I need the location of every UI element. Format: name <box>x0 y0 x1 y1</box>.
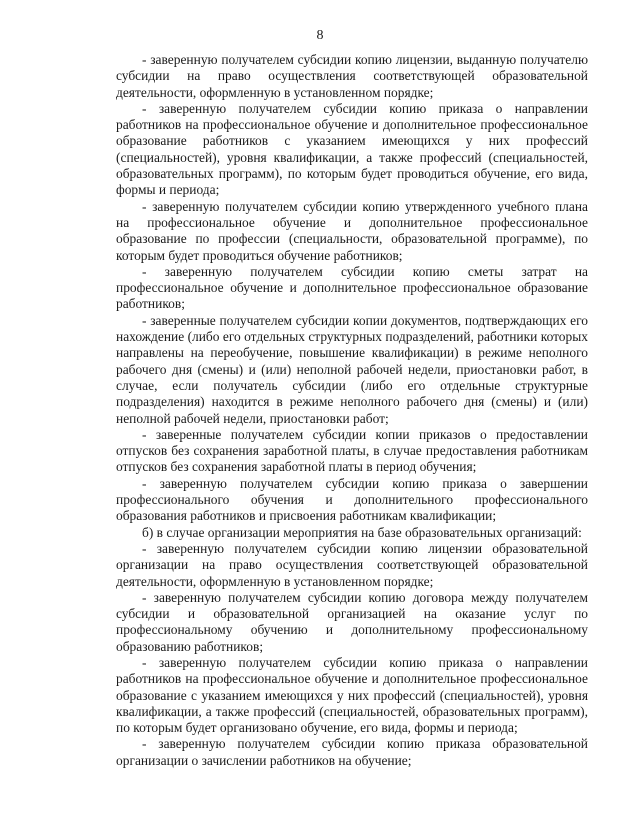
paragraph-license-copy: - заверенную получателем субсидии копию лицензии, выданную получателю субсидии на право осуществления соответствующей образовательной деятельности, оформленную в установленном порядке; <box>116 52 588 100</box>
paragraph-enrollment-order: - заверенную получателем субсидии копию приказа образовательной организации о зачислении работников на обучение; <box>116 736 588 768</box>
paragraph-cost-estimate: - заверенную получателем субсидии копию сметы затрат на профессиональное обучение и дополнительное профессиональное образование работников; <box>116 263 588 312</box>
paragraph-order-referral: - заверенную получателем субсидии копию приказа о направлении работников на профессиональное обучение и дополнительное профессиональное образование работников с указанием имеющихся у них профессий (специальностей), уровня квалификации, а также профессий (специальностей, образовательных программ), по которым будет проводиться обучение, его вида, формы и периода; <box>116 100 588 198</box>
paragraph-completion-order: - заверенную получателем субсидии копию приказа о завершении профессионального обучения и дополнительного профессионального образования работников и присвоения работникам квалификации; <box>116 475 588 524</box>
paragraph-section-b: б) в случае организации мероприятия на базе образовательных организаций: <box>142 524 582 540</box>
paragraph-org-license-copy: - заверенную получателем субсидии копию лицензии образовательной организации на право осуществления соответствующей образовательной деятельности, оформленную в установленном порядке; <box>116 540 588 589</box>
paragraph-order-referral-org: - заверенную получателем субсидии копию приказа о направлении работников на профессиональное обучение и дополнительное профессиональное образование с указанием имеющихся у них профессий (специальностей), уровня квалификации, а также профессий (специальностей, образовательных программ), по которым будет организовано обучение, его вида, формы и периода; <box>116 654 588 736</box>
paragraph-curriculum-copy: - заверенную получателем субсидии копию утвержденного учебного плана на профессиональное обучение и дополнительное профессиональное образование по профессии (специальности, образовательной программе), по которым будет проводиться обучение работников; <box>116 198 588 263</box>
document-body <box>116 52 588 769</box>
page-number: 8 <box>316 28 324 43</box>
paragraph-part-time-documents: - заверенные получателем субсидии копии документов, подтверждающих его нахождение (либо его отдельных структурных подразделений, работники которых направлены на переобучение, повышение квалификации) в режиме неполного рабочего дня (смены) и (или) неполной рабочей недели, приостановки работ, в случае, если получатель субсидии (либо его отдельные структурные подразделения) находится в режиме неполного рабочего дня (смены) и (или) неполной рабочей недели, приостановки работ; <box>116 312 588 426</box>
paragraph-unpaid-leave-orders: - заверенные получателем субсидии копии приказов о предоставлении отпусков без сохранения заработной платы, в случае предоставления работникам отпусков без сохранения заработной платы в период обучения; <box>116 426 588 475</box>
paragraph-service-contract: - заверенную получателем субсидии копию договора между получателем субсидии и образовательной организацией на оказание услуг по профессиональному обучению и дополнительному профессиональному образованию работников; <box>116 589 588 654</box>
